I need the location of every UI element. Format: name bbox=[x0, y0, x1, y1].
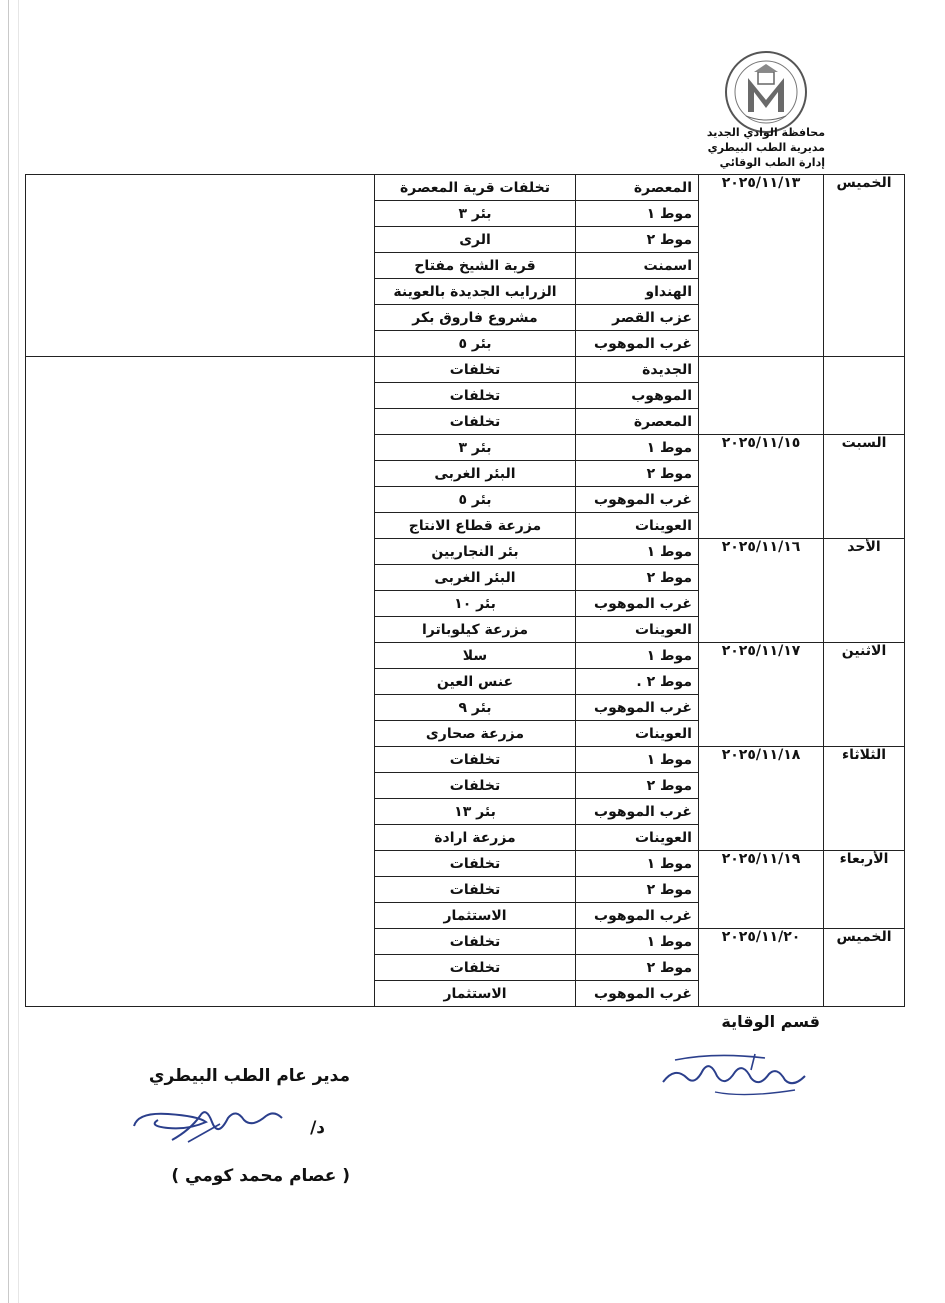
unit-cell: موط ١ bbox=[576, 929, 699, 955]
place-cell: تخلفات bbox=[375, 357, 576, 383]
unit-cell: موط ١ bbox=[576, 643, 699, 669]
unit-cell: موط ٢ bbox=[576, 461, 699, 487]
department-label: قسم الوقاية bbox=[721, 1012, 820, 1031]
place-cell: بئر النجاريين bbox=[375, 539, 576, 565]
unit-cell: موط ٢ . bbox=[576, 669, 699, 695]
place-cell: تخلفات bbox=[375, 383, 576, 409]
place-cell: مزرعة ارادة bbox=[375, 825, 576, 851]
unit-cell: غرب الموهوب bbox=[576, 903, 699, 929]
unit-cell: العوينات bbox=[576, 617, 699, 643]
unit-cell: المعصرة bbox=[576, 409, 699, 435]
unit-cell: موط ١ bbox=[576, 201, 699, 227]
place-cell: بئر ٥ bbox=[375, 487, 576, 513]
place-cell: تخلفات bbox=[375, 409, 576, 435]
day-cell: السبت bbox=[824, 435, 905, 539]
unit-cell: موط ١ bbox=[576, 747, 699, 773]
place-cell: سلا bbox=[375, 643, 576, 669]
day-cell: الاثنين bbox=[824, 643, 905, 747]
unit-cell: اسمنت bbox=[576, 253, 699, 279]
place-cell: تخلفات bbox=[375, 955, 576, 981]
date-cell-empty bbox=[699, 357, 824, 435]
place-cell: عنس العين bbox=[375, 669, 576, 695]
org-line-department: إدارة الطب الوقائي bbox=[719, 156, 825, 169]
date-cell: ٢٠٢٥/١١/١٧ bbox=[699, 643, 824, 747]
place-cell: مزرعة قطاع الانتاج bbox=[375, 513, 576, 539]
day-cell: الأربعاء bbox=[824, 851, 905, 929]
unit-cell: موط ٢ bbox=[576, 773, 699, 799]
unit-cell: العوينات bbox=[576, 825, 699, 851]
organization-header bbox=[640, 125, 825, 170]
place-cell: تخلفات bbox=[375, 851, 576, 877]
notes-cell bbox=[26, 175, 375, 357]
date-cell: ٢٠٢٥/١١/١٨ bbox=[699, 747, 824, 851]
day-cell: الخميس bbox=[824, 929, 905, 1007]
place-cell: البئر الغربى bbox=[375, 565, 576, 591]
unit-cell: الهنداو bbox=[576, 279, 699, 305]
unit-cell: العوينات bbox=[576, 721, 699, 747]
place-cell: مزرعة صحارى bbox=[375, 721, 576, 747]
notes-cell bbox=[26, 357, 375, 1007]
place-cell: بئر ٣ bbox=[375, 201, 576, 227]
unit-cell: المعصرة bbox=[576, 175, 699, 201]
unit-cell: غرب الموهوب bbox=[576, 487, 699, 513]
place-cell: بئر ٣ bbox=[375, 435, 576, 461]
place-cell: الزرايب الجديدة بالعوينة bbox=[375, 279, 576, 305]
vaccination-schedule-table bbox=[25, 174, 905, 1007]
day-cell: الثلاثاء bbox=[824, 747, 905, 851]
date-cell: ٢٠٢٥/١١/١٦ bbox=[699, 539, 824, 643]
place-cell: بئر ١٣ bbox=[375, 799, 576, 825]
day-cell-empty bbox=[824, 357, 905, 435]
place-cell: مزرعة كيلوباترا bbox=[375, 617, 576, 643]
director-name: ( عصام محمد كومي ) bbox=[171, 1166, 350, 1186]
unit-cell: موط ٢ bbox=[576, 227, 699, 253]
place-cell: تخلفات bbox=[375, 877, 576, 903]
unit-cell: غرب الموهوب bbox=[576, 981, 699, 1007]
unit-cell: موط ١ bbox=[576, 851, 699, 877]
prevention-signature bbox=[655, 1048, 820, 1100]
unit-cell: غرب الموهوب bbox=[576, 799, 699, 825]
unit-cell: موط ٢ bbox=[576, 877, 699, 903]
place-cell: الرى bbox=[375, 227, 576, 253]
place-cell: تخلفات bbox=[375, 773, 576, 799]
org-line-governorate: محافظة الوادي الجديد bbox=[706, 126, 825, 139]
unit-cell: موط ١ bbox=[576, 539, 699, 565]
unit-cell: العوينات bbox=[576, 513, 699, 539]
unit-cell: عزب القصر bbox=[576, 305, 699, 331]
place-cell: بئر ٩ bbox=[375, 695, 576, 721]
day-cell: الأحد bbox=[824, 539, 905, 643]
day-cell: الخميس bbox=[824, 175, 905, 357]
unit-cell: غرب الموهوب bbox=[576, 695, 699, 721]
place-cell: البئر الغربى bbox=[375, 461, 576, 487]
org-line-directorate: مديرية الطب البيطري bbox=[707, 141, 825, 154]
unit-cell: موط ٢ bbox=[576, 955, 699, 981]
place-cell: قرية الشيخ مفتاح bbox=[375, 253, 576, 279]
unit-cell: غرب الموهوب bbox=[576, 591, 699, 617]
date-cell: ٢٠٢٥/١١/١٥ bbox=[699, 435, 824, 539]
unit-cell: الموهوب bbox=[576, 383, 699, 409]
place-cell: الاستثمار bbox=[375, 981, 576, 1007]
place-cell: بئر ٥ bbox=[375, 331, 576, 357]
unit-cell: الجديدة bbox=[576, 357, 699, 383]
unit-cell: موط ٢ bbox=[576, 565, 699, 591]
place-cell: تخلفات bbox=[375, 747, 576, 773]
place-cell: تخلفات bbox=[375, 929, 576, 955]
director-title: مدير عام الطب البيطري bbox=[148, 1066, 350, 1086]
place-cell: مشروع فاروق بكر bbox=[375, 305, 576, 331]
place-cell: الاستثمار bbox=[375, 903, 576, 929]
date-cell: ٢٠٢٥/١١/١٣ bbox=[699, 175, 824, 357]
table-row bbox=[26, 357, 905, 383]
schedule-body bbox=[26, 175, 905, 1007]
unit-cell: موط ١ bbox=[576, 435, 699, 461]
page-edge-inner bbox=[18, 0, 19, 1303]
date-cell: ٢٠٢٥/١١/٢٠ bbox=[699, 929, 824, 1007]
unit-cell: غرب الموهوب bbox=[576, 331, 699, 357]
page-edge bbox=[8, 0, 9, 1303]
director-signature bbox=[128, 1100, 288, 1150]
place-cell: تخلفات قرية المعصرة bbox=[375, 175, 576, 201]
governorate-logo bbox=[724, 50, 808, 134]
table-row bbox=[26, 175, 905, 201]
doctor-prefix: د/ bbox=[310, 1118, 325, 1138]
date-cell: ٢٠٢٥/١١/١٩ bbox=[699, 851, 824, 929]
place-cell: بئر ١٠ bbox=[375, 591, 576, 617]
